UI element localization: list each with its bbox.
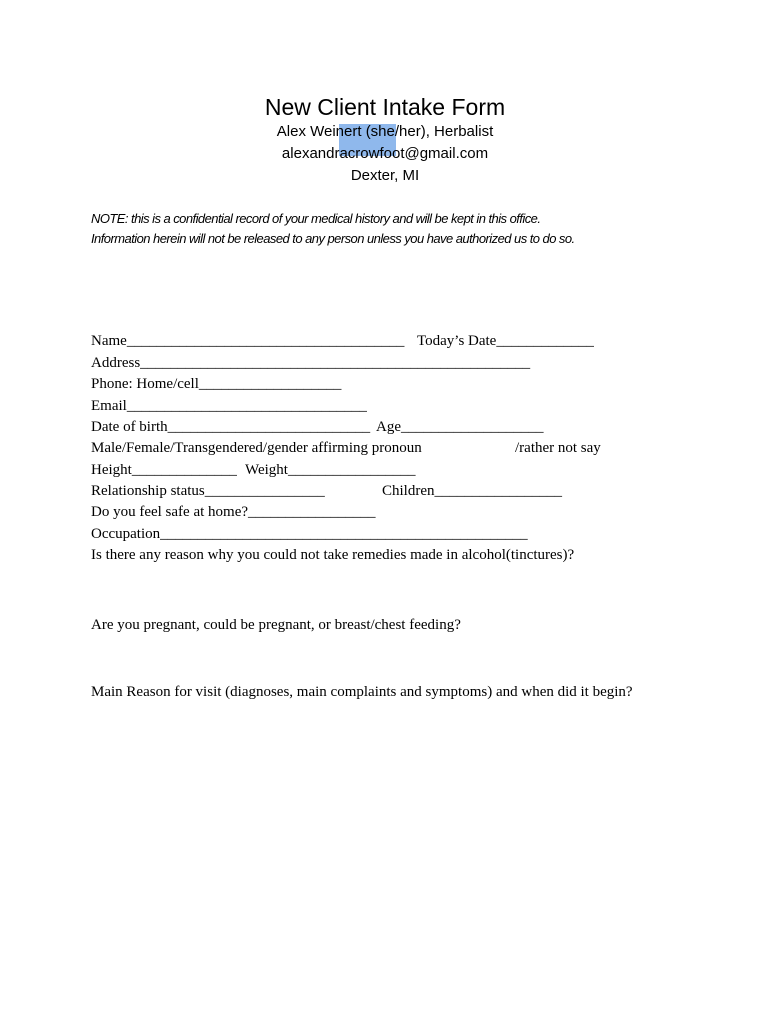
alcohol-remedies-question: Is there any reason why you could not take remedies made in alcohol(tinctures)? <box>91 547 575 563</box>
rather-not-say-option[interactable]: /rather not say <box>515 440 601 456</box>
weight-field[interactable]: Weight_________________ <box>245 462 416 478</box>
occupation-field[interactable]: Occupation_________________________________________________ <box>91 526 528 542</box>
practitioner-location: Dexter, MI <box>350 167 420 184</box>
main-reason-question: Main Reason for visit (diagnoses, main complaints and symptoms) and when did it begin? <box>91 684 633 700</box>
form-title: New Client Intake Form <box>264 94 506 120</box>
todays-date-field[interactable]: Today’s Date_____________ <box>417 333 594 349</box>
confidentiality-note-line-1: NOTE: this is a confidential record of your medical history and will be kept in this office. <box>91 211 541 226</box>
name-field[interactable]: Name_____________________________________ <box>91 333 405 349</box>
phone-field[interactable]: Phone: Home/cell___________________ <box>91 376 342 392</box>
safe-at-home-field[interactable]: Do you feel safe at home?_________________ <box>91 504 376 520</box>
practitioner-name: Alex Weinert (she/her), Herbalist <box>276 123 494 140</box>
children-field[interactable]: Children_________________ <box>382 483 562 499</box>
gender-field[interactable]: Male/Female/Transgendered/gender affirming pronoun <box>91 440 422 456</box>
date-of-birth-field[interactable]: Date of birth___________________________ <box>91 419 371 435</box>
email-field[interactable]: Email________________________________ <box>91 398 367 414</box>
relationship-status-field[interactable]: Relationship status________________ <box>91 483 325 499</box>
practitioner-email: alexandracrowfoot@gmail.com <box>281 145 489 162</box>
height-field[interactable]: Height______________ <box>91 462 237 478</box>
address-field[interactable]: Address____________________________________________________ <box>91 355 531 371</box>
pregnancy-question: Are you pregnant, could be pregnant, or breast/chest feeding? <box>91 617 461 633</box>
age-field[interactable]: Age___________________ <box>376 419 544 435</box>
confidentiality-note-line-2: Information herein will not be released to any person unless you have authorized us to do so. <box>91 231 575 246</box>
